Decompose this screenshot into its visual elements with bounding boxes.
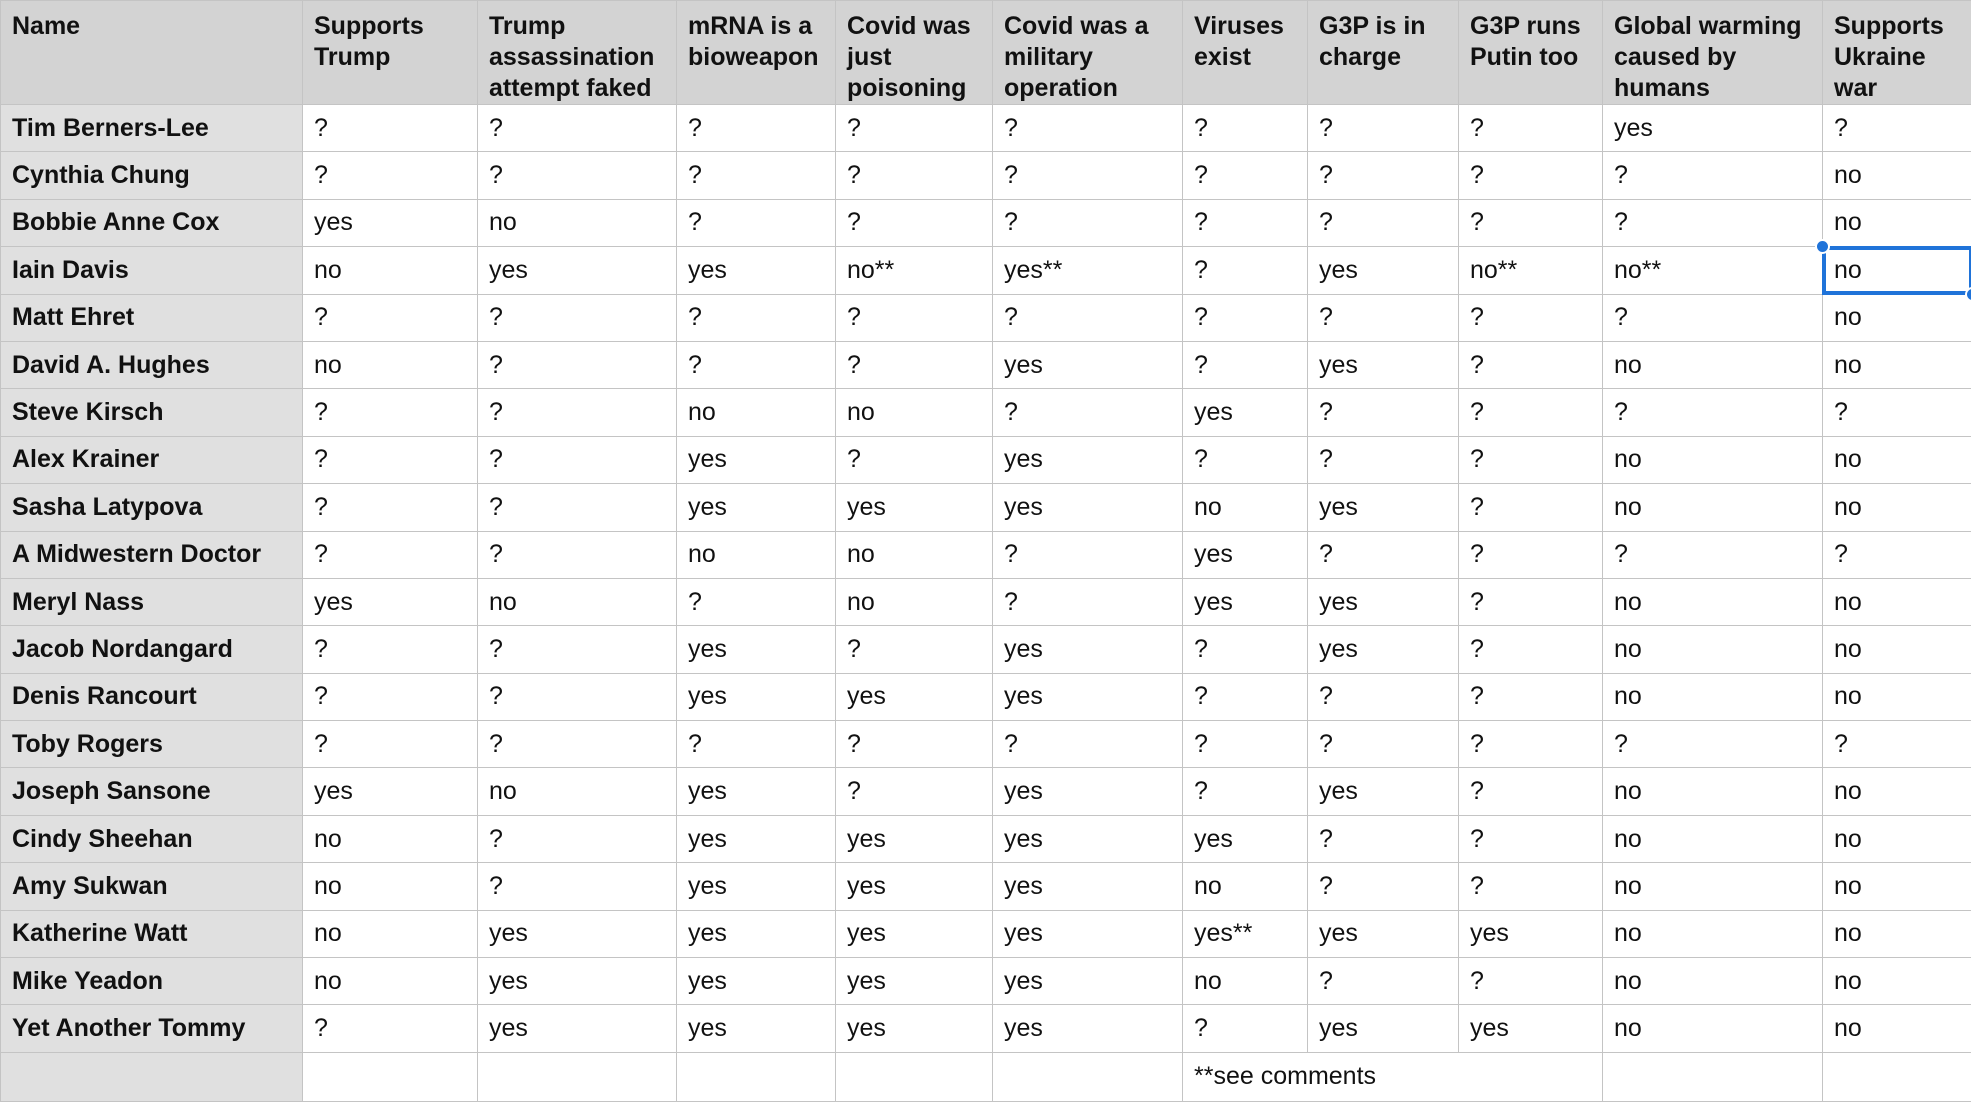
table-cell[interactable]: yes	[993, 815, 1183, 862]
table-cell[interactable]: no	[1823, 152, 1971, 199]
table-cell[interactable]: ?	[1183, 1005, 1308, 1052]
table-cell[interactable]: yes	[836, 1005, 993, 1052]
table-row	[1, 721, 1971, 768]
table-cell[interactable]: no	[1823, 578, 1971, 625]
table-cell[interactable]: yes	[677, 768, 836, 815]
table-cell[interactable]: ?	[1183, 436, 1308, 483]
table-row	[1, 815, 1971, 862]
table-cell[interactable]: ?	[478, 105, 677, 152]
table-cell[interactable]: ?	[1308, 199, 1459, 246]
table-cell[interactable]: ?	[1459, 389, 1603, 436]
table-cell[interactable]: no	[1603, 341, 1823, 388]
table-cell[interactable]: ?	[836, 626, 993, 673]
column-header[interactable]: Viruses exist	[1183, 1, 1308, 105]
table-cell[interactable]: ?	[1823, 389, 1971, 436]
table-cell[interactable]: no	[1603, 436, 1823, 483]
table-cell[interactable]: ?	[1308, 958, 1459, 1005]
table-cell[interactable]: ?	[1183, 768, 1308, 815]
table-cell[interactable]: ?	[1183, 626, 1308, 673]
table-cell[interactable]: ?	[993, 152, 1183, 199]
table-cell[interactable]: yes	[993, 484, 1183, 531]
table-row	[1, 768, 1971, 815]
table-cell[interactable]: ?	[1308, 105, 1459, 152]
table-cell[interactable]: no	[1823, 673, 1971, 720]
table-row	[1, 863, 1971, 910]
empty-cell[interactable]	[1823, 1052, 1971, 1101]
table-cell[interactable]: no	[303, 815, 478, 862]
table-cell[interactable]: ?	[993, 721, 1183, 768]
table-cell[interactable]: no	[1823, 958, 1971, 1005]
column-header[interactable]: G3P is in charge	[1308, 1, 1459, 105]
table-cell[interactable]: yes	[993, 626, 1183, 673]
empty-cell[interactable]	[1, 1052, 303, 1101]
row-name-cell[interactable]: Tim Berners-Lee	[1, 105, 303, 152]
table-cell[interactable]: ?	[836, 436, 993, 483]
table-row	[1, 910, 1971, 957]
header-row	[1, 1, 1971, 105]
table-cell[interactable]: no	[1823, 199, 1971, 246]
table-cell[interactable]: ?	[1459, 199, 1603, 246]
table-cell[interactable]: ?	[478, 626, 677, 673]
table-cell[interactable]: ?	[836, 721, 993, 768]
table-cell[interactable]: ?	[1183, 341, 1308, 388]
table-cell[interactable]: ?	[1183, 199, 1308, 246]
table-cell[interactable]: no	[1603, 626, 1823, 673]
row-name-cell[interactable]: Steve Kirsch	[1, 389, 303, 436]
table-row	[1, 531, 1971, 578]
table-cell[interactable]: yes	[677, 1005, 836, 1052]
table-cell[interactable]: yes	[836, 910, 993, 957]
footer-note-cell[interactable]: **see comments	[1183, 1052, 1603, 1101]
table-cell[interactable]: no**	[1603, 247, 1823, 294]
table-cell[interactable]: ?	[1459, 768, 1603, 815]
table-cell[interactable]: yes	[1308, 247, 1459, 294]
table-cell[interactable]: ?	[478, 294, 677, 341]
table-cell[interactable]: ?	[478, 389, 677, 436]
table-row	[1, 673, 1971, 720]
table-row	[1, 484, 1971, 531]
table-cell[interactable]: no	[303, 247, 478, 294]
column-header[interactable]: mRNA is a bioweapon	[677, 1, 836, 105]
table-cell[interactable]: ?	[1308, 673, 1459, 720]
table-cell[interactable]: yes	[677, 626, 836, 673]
table-cell[interactable]: yes	[836, 863, 993, 910]
table-cell[interactable]: ?	[677, 341, 836, 388]
row-name-cell[interactable]: A Midwestern Doctor	[1, 531, 303, 578]
table-cell[interactable]: ?	[478, 341, 677, 388]
table-cell[interactable]: ?	[993, 294, 1183, 341]
table-cell[interactable]: ?	[1308, 531, 1459, 578]
table-cell[interactable]: no**	[836, 247, 993, 294]
table-cell[interactable]: no	[1823, 768, 1971, 815]
table-cell[interactable]: ?	[677, 721, 836, 768]
table-cell[interactable]: ?	[677, 199, 836, 246]
empty-cell[interactable]	[993, 1052, 1183, 1101]
empty-cell[interactable]	[478, 1052, 677, 1101]
table-cell[interactable]: ?	[478, 531, 677, 578]
table-cell[interactable]: ?	[993, 105, 1183, 152]
table-cell[interactable]: yes	[836, 815, 993, 862]
table-row	[1, 152, 1971, 199]
table-cell[interactable]: no	[1823, 341, 1971, 388]
row-name-cell[interactable]: Matt Ehret	[1, 294, 303, 341]
table-cell[interactable]: ?	[677, 105, 836, 152]
table-cell[interactable]: ?	[303, 626, 478, 673]
table-cell[interactable]: yes	[1183, 389, 1308, 436]
table-cell[interactable]: ?	[303, 673, 478, 720]
table-cell[interactable]: ?	[1308, 294, 1459, 341]
table-cell[interactable]: no	[303, 910, 478, 957]
table-cell[interactable]: ?	[1459, 436, 1603, 483]
row-name-cell[interactable]: Yet Another Tommy	[1, 1005, 303, 1052]
table-cell[interactable]: ?	[836, 152, 993, 199]
selection-handle-top-left[interactable]	[1815, 239, 1830, 254]
table-cell[interactable]: ?	[1823, 721, 1971, 768]
table-cell[interactable]: ?	[836, 294, 993, 341]
table-cell[interactable]: no	[1823, 436, 1971, 483]
table-cell[interactable]: no	[1603, 673, 1823, 720]
table-cell[interactable]: no	[1183, 863, 1308, 910]
table-cell[interactable]: yes	[303, 578, 478, 625]
table-cell[interactable]: ?	[1459, 815, 1603, 862]
column-header[interactable]: Covid was just poisoning	[836, 1, 993, 105]
table-cell[interactable]: ?	[1603, 294, 1823, 341]
table-cell[interactable]: no	[836, 389, 993, 436]
table-cell[interactable]: yes	[836, 673, 993, 720]
column-header[interactable]: G3P runs Putin too	[1459, 1, 1603, 105]
table-cell[interactable]: yes	[677, 815, 836, 862]
table-cell[interactable]: yes	[993, 436, 1183, 483]
column-header[interactable]: Global warming caused by humans	[1603, 1, 1823, 105]
table-cell[interactable]: ?	[1459, 673, 1603, 720]
table-cell[interactable]: no	[1603, 578, 1823, 625]
table-cell[interactable]: no	[303, 958, 478, 1005]
table-cell[interactable]: yes	[993, 958, 1183, 1005]
row-name-cell[interactable]: Toby Rogers	[1, 721, 303, 768]
table-cell[interactable]: yes	[1183, 531, 1308, 578]
table-row	[1, 199, 1971, 246]
table-cell[interactable]: ?	[836, 105, 993, 152]
row-name-cell[interactable]: Alex Krainer	[1, 436, 303, 483]
table-cell[interactable]: no	[478, 578, 677, 625]
table-cell[interactable]: yes	[677, 484, 836, 531]
table-row	[1, 958, 1971, 1005]
table-cell[interactable]: ?	[836, 768, 993, 815]
table-cell[interactable]: no	[1603, 484, 1823, 531]
empty-cell[interactable]	[677, 1052, 836, 1101]
table-cell[interactable]: no	[303, 341, 478, 388]
table-cell[interactable]: yes	[677, 673, 836, 720]
table-row	[1, 1005, 1971, 1052]
table-cell[interactable]: ?	[836, 341, 993, 388]
empty-cell[interactable]	[836, 1052, 993, 1101]
row-name-cell[interactable]: Joseph Sansone	[1, 768, 303, 815]
table-cell[interactable]: ?	[478, 436, 677, 483]
table-cell[interactable]: ?	[303, 436, 478, 483]
table-cell[interactable]: no	[1603, 768, 1823, 815]
table-cell[interactable]: yes	[677, 910, 836, 957]
table-cell[interactable]: ?	[1459, 863, 1603, 910]
table-row	[1, 436, 1971, 483]
table-cell[interactable]: ?	[1459, 626, 1603, 673]
table-cell[interactable]: no	[1823, 1005, 1971, 1052]
table-cell[interactable]: yes	[677, 247, 836, 294]
table-cell[interactable]: no	[1823, 294, 1971, 341]
table-cell[interactable]: yes	[677, 436, 836, 483]
table-cell[interactable]: ?	[1183, 673, 1308, 720]
row-name-cell[interactable]: Iain Davis	[1, 247, 303, 294]
table-cell[interactable]: ?	[1308, 389, 1459, 436]
table-cell[interactable]: ?	[1459, 531, 1603, 578]
table-row	[1, 294, 1971, 341]
table-cell[interactable]: yes	[478, 910, 677, 957]
table-cell[interactable]: ?	[1459, 341, 1603, 388]
column-header[interactable]: Supports Ukraine war	[1823, 1, 1971, 105]
table-cell[interactable]: no	[1183, 958, 1308, 1005]
table-cell[interactable]: ?	[478, 721, 677, 768]
table-cell[interactable]: yes	[993, 768, 1183, 815]
empty-cell[interactable]	[1603, 1052, 1823, 1101]
table-cell[interactable]: yes	[993, 1005, 1183, 1052]
table-cell[interactable]: no	[1823, 626, 1971, 673]
table-cell[interactable]: ?	[677, 294, 836, 341]
row-name-cell[interactable]: Bobbie Anne Cox	[1, 199, 303, 246]
table-cell[interactable]: yes	[993, 910, 1183, 957]
table-cell[interactable]: ?	[1459, 721, 1603, 768]
row-name-cell[interactable]: Jacob Nordangard	[1, 626, 303, 673]
row-name-cell[interactable]: David A. Hughes	[1, 341, 303, 388]
table-cell[interactable]: yes	[1308, 626, 1459, 673]
table-cell[interactable]: ?	[993, 199, 1183, 246]
table-cell[interactable]: yes	[1459, 1005, 1603, 1052]
table-cell[interactable]: ?	[1308, 815, 1459, 862]
table-cell[interactable]: ?	[1603, 199, 1823, 246]
table-row	[1, 626, 1971, 673]
table-cell[interactable]: ?	[1308, 436, 1459, 483]
table-cell[interactable]: yes	[993, 673, 1183, 720]
table-cell[interactable]: ?	[478, 863, 677, 910]
table-cell[interactable]: ?	[1459, 105, 1603, 152]
column-header[interactable]: Covid was a military operation	[993, 1, 1183, 105]
table-row	[1, 578, 1971, 625]
table-cell[interactable]: no	[1823, 247, 1971, 294]
table-cell[interactable]: yes	[993, 863, 1183, 910]
table-cell[interactable]: ?	[303, 1005, 478, 1052]
table-cell[interactable]: yes	[1183, 578, 1308, 625]
table-cell[interactable]: yes	[478, 247, 677, 294]
table-cell[interactable]: no	[1603, 958, 1823, 1005]
table-cell[interactable]: ?	[1603, 531, 1823, 578]
table-cell[interactable]: no	[1183, 484, 1308, 531]
table-cell[interactable]: ?	[1823, 531, 1971, 578]
table-cell[interactable]: yes	[1183, 815, 1308, 862]
row-name-cell[interactable]: Amy Sukwan	[1, 863, 303, 910]
table-cell[interactable]: ?	[1603, 152, 1823, 199]
table-cell[interactable]: ?	[1183, 721, 1308, 768]
table-cell[interactable]: no	[1603, 863, 1823, 910]
table-cell[interactable]: yes**	[1183, 910, 1308, 957]
table-cell[interactable]: ?	[1459, 578, 1603, 625]
table-cell[interactable]: no	[1603, 910, 1823, 957]
table-cell[interactable]: yes	[677, 863, 836, 910]
table-row	[1, 389, 1971, 436]
table-cell[interactable]: yes	[478, 1005, 677, 1052]
table-cell[interactable]: no	[1823, 815, 1971, 862]
table-cell[interactable]: ?	[677, 152, 836, 199]
table-cell[interactable]: no	[836, 578, 993, 625]
table-cell[interactable]: yes	[303, 768, 478, 815]
table-cell[interactable]: ?	[303, 484, 478, 531]
table-cell[interactable]: ?	[836, 199, 993, 246]
table-cell[interactable]: yes	[1308, 578, 1459, 625]
table-cell[interactable]: ?	[1459, 958, 1603, 1005]
table-cell[interactable]: yes	[1459, 910, 1603, 957]
table-cell[interactable]: yes	[1308, 484, 1459, 531]
table-cell[interactable]: yes	[993, 341, 1183, 388]
table-cell[interactable]: yes	[836, 484, 993, 531]
table-cell[interactable]: no	[478, 199, 677, 246]
table-cell[interactable]: ?	[303, 105, 478, 152]
row-name-cell[interactable]: Sasha Latypova	[1, 484, 303, 531]
table-cell[interactable]: no	[1823, 484, 1971, 531]
table-cell[interactable]: no	[478, 768, 677, 815]
footer-row	[1, 1052, 1971, 1101]
table-cell[interactable]: yes	[1308, 768, 1459, 815]
table-cell[interactable]: ?	[677, 578, 836, 625]
table-cell[interactable]: ?	[1308, 863, 1459, 910]
table-row	[1, 105, 1971, 152]
table-cell[interactable]: yes	[677, 958, 836, 1005]
table-cell[interactable]: no	[836, 531, 993, 578]
row-name-cell[interactable]: Cindy Sheehan	[1, 815, 303, 862]
table-cell[interactable]: no	[677, 531, 836, 578]
table-cell[interactable]: yes	[303, 199, 478, 246]
table-cell[interactable]: no	[1603, 815, 1823, 862]
table-cell[interactable]: ?	[1603, 389, 1823, 436]
row-name-cell[interactable]: Cynthia Chung	[1, 152, 303, 199]
sheet-body	[1, 105, 1971, 1102]
row-name-cell[interactable]: Meryl Nass	[1, 578, 303, 625]
table-cell[interactable]: yes	[836, 958, 993, 1005]
table-cell[interactable]: no	[1603, 1005, 1823, 1052]
table-cell[interactable]: ?	[993, 389, 1183, 436]
table-cell[interactable]: yes	[1308, 341, 1459, 388]
table-cell[interactable]: yes	[1603, 105, 1823, 152]
table-cell[interactable]: ?	[993, 578, 1183, 625]
table-cell[interactable]: ?	[1459, 484, 1603, 531]
table-cell[interactable]: ?	[1308, 152, 1459, 199]
table-cell[interactable]: no	[677, 389, 836, 436]
table-cell[interactable]: ?	[303, 721, 478, 768]
table-cell[interactable]: ?	[1459, 152, 1603, 199]
table-cell[interactable]: ?	[478, 673, 677, 720]
table-cell[interactable]: ?	[303, 152, 478, 199]
row-name-cell[interactable]: Denis Rancourt	[1, 673, 303, 720]
table-cell[interactable]: no**	[1459, 247, 1603, 294]
table-row	[1, 247, 1971, 294]
table-cell[interactable]: ?	[1308, 721, 1459, 768]
table-cell[interactable]: ?	[993, 531, 1183, 578]
table-cell[interactable]: yes	[1308, 910, 1459, 957]
table-cell[interactable]: yes	[478, 958, 677, 1005]
row-name-cell[interactable]: Katherine Watt	[1, 910, 303, 957]
table-cell[interactable]: yes**	[993, 247, 1183, 294]
table-cell[interactable]: ?	[1183, 247, 1308, 294]
table-cell[interactable]: ?	[478, 815, 677, 862]
table-cell[interactable]: ?	[1459, 294, 1603, 341]
column-header-name[interactable]: Name	[1, 1, 303, 105]
table-row	[1, 341, 1971, 388]
table-cell[interactable]: ?	[1183, 105, 1308, 152]
column-header[interactable]: Trump assassination attempt faked	[478, 1, 677, 105]
table-cell[interactable]: ?	[478, 484, 677, 531]
table-cell[interactable]: ?	[478, 152, 677, 199]
table-cell[interactable]: ?	[1183, 294, 1308, 341]
table-cell[interactable]: yes	[1308, 1005, 1459, 1052]
empty-cell[interactable]	[303, 1052, 478, 1101]
table-cell[interactable]: no	[303, 863, 478, 910]
table-cell[interactable]: ?	[303, 389, 478, 436]
table-cell[interactable]: ?	[1823, 105, 1971, 152]
row-name-cell[interactable]: Mike Yeadon	[1, 958, 303, 1005]
table-cell[interactable]: ?	[1603, 721, 1823, 768]
column-header[interactable]: Supports Trump	[303, 1, 478, 105]
table-cell[interactable]: no	[1823, 863, 1971, 910]
table-cell[interactable]: ?	[303, 531, 478, 578]
table-cell[interactable]: ?	[303, 294, 478, 341]
table-cell[interactable]: ?	[1183, 152, 1308, 199]
table-cell[interactable]: no	[1823, 910, 1971, 957]
